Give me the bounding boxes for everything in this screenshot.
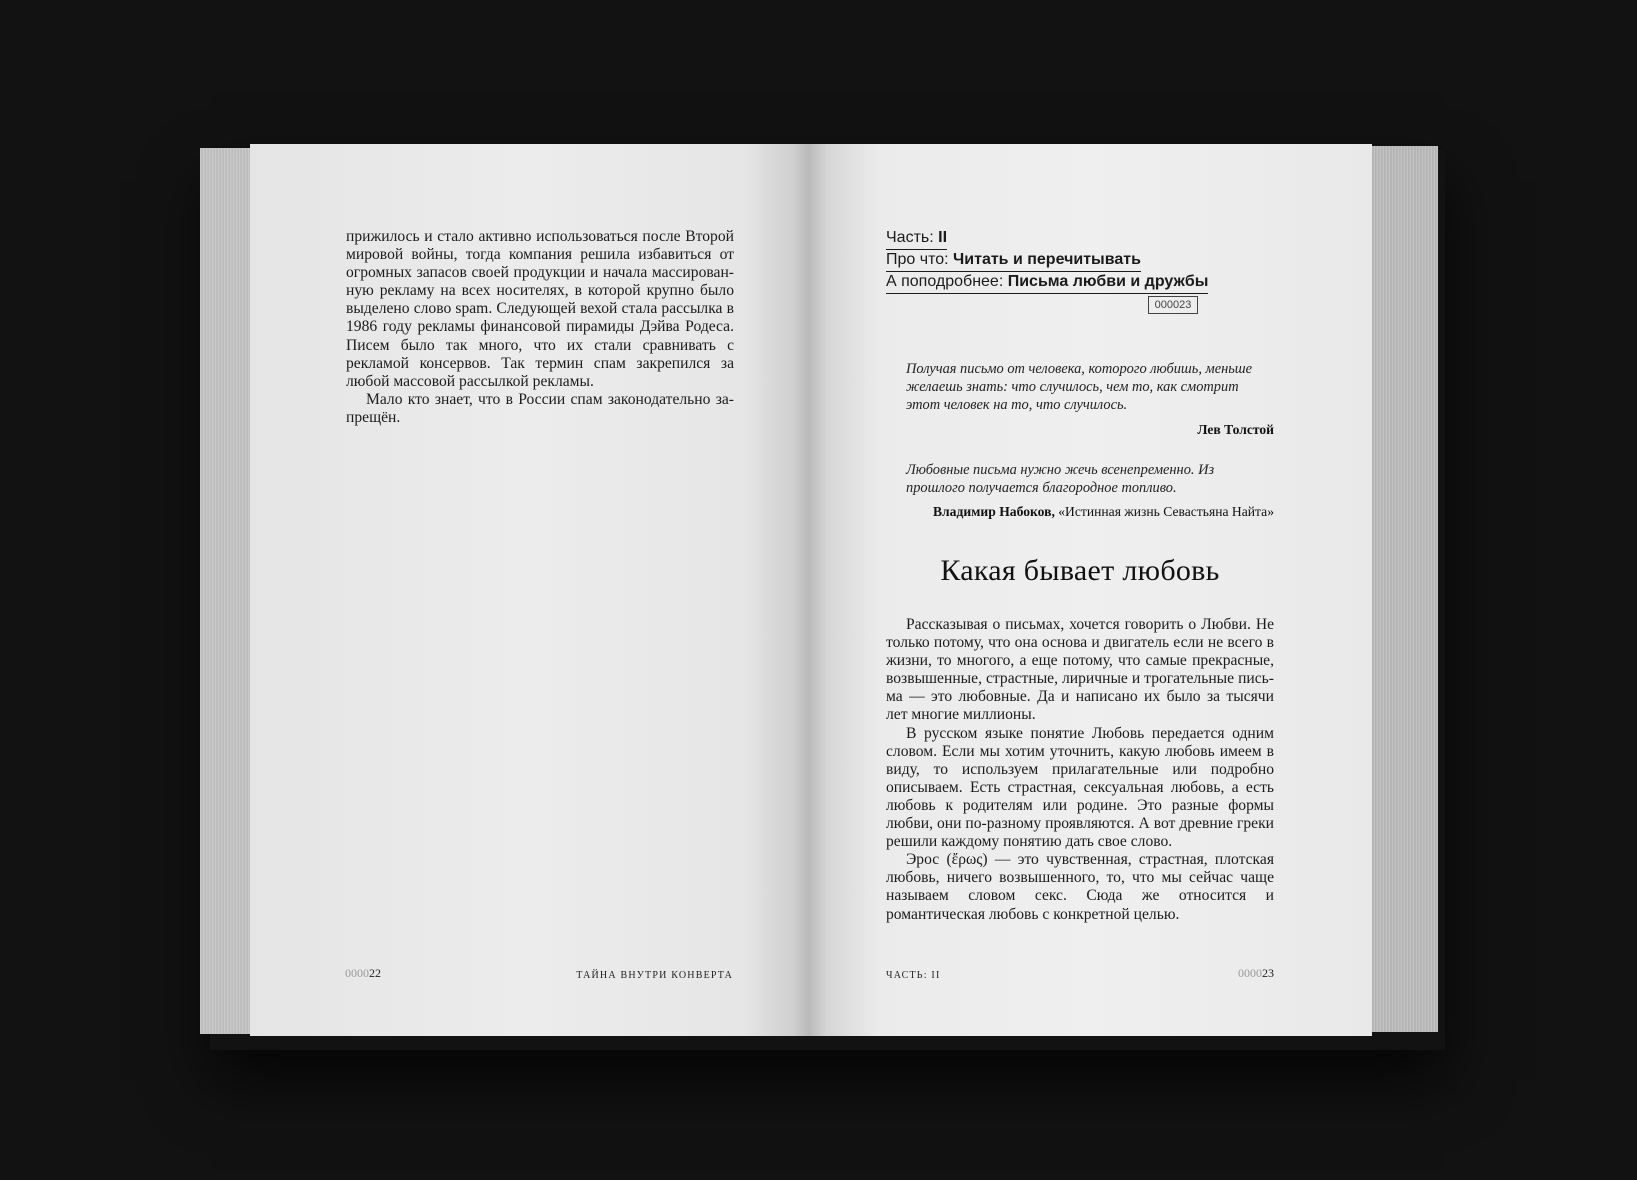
left-page <box>250 144 810 1036</box>
right-paragraph-2: В русском языке понятие Любовь передается одним словом. Если мы хотим уточнить, какую любовь имеем в виду, то используем прилагательные или подробно описываем. Есть страстная, сексуальная любовь, а есть любовь к родителям или родине. Это разные формы любви, они по-разному проявляются. А вот древние греки решили каждому понятию дать свое слово. <box>886 724 1274 851</box>
epigraph-author-1 <box>906 422 1274 438</box>
right-folio <box>1238 966 1274 981</box>
left-folio <box>345 966 381 981</box>
left-running-head: ТАЙНА ВНУТРИ КОНВЕРТА <box>576 970 733 981</box>
left-folio-prefix: 0000 <box>345 966 369 980</box>
page-code-box: 000023 <box>1148 296 1198 314</box>
right-page <box>810 144 1372 1036</box>
epigraph-author-1-name: Лев Толстой <box>1197 422 1274 437</box>
about-label: Про что: <box>886 251 949 268</box>
detail-label: А поподробнее: <box>886 273 1004 290</box>
left-paragraph-2: Мало кто знает, что в России спам законодательно запрещён. <box>346 390 734 426</box>
part-label: Часть: <box>886 229 934 246</box>
right-running-head: ЧАСТЬ: II <box>886 970 941 981</box>
about-value: Читать и перечитывать <box>953 251 1141 268</box>
chapter-title: Какая бывает любовь <box>940 554 1220 587</box>
left-paragraph-1: прижилось и стало активно использоваться после Второй мировой войны, тогда компания решила избавиться от огромных запасов своей продукции и начала массированную рекламу на всех носителях, в которой крупно было выделено слово spam. Следующей вехой стала рассылка в 1986 году рекламы финансовой пирамиды Дэйва Родеса. Писем было так много, что их стали сравнивать с рекламой консервов. Так термин спам закрепился за любой массовой рассылкой рекламы. <box>346 228 734 390</box>
epigraph-author-2-source: «Истинная жизнь Севастьяна Найта» <box>1058 504 1274 519</box>
detail-value: Письма любви и дружбы <box>1007 273 1209 290</box>
right-paragraph-3: Эрос (ἔρως) — это чувственная, страстная, плотская любовь, ничего возвышенного, то, что мы сейчас чаще называем словом секс. Сюда же относится и романтическая любовь с конкретной целью. <box>886 851 1274 923</box>
epigraph-author-2-name: Владимир Набоков, <box>932 504 1055 519</box>
left-page-stack <box>200 148 252 1034</box>
right-folio-prefix: 0000 <box>1238 966 1262 980</box>
right-page-body <box>886 616 1274 924</box>
detail-line <box>886 272 1208 294</box>
about-line <box>886 250 1141 272</box>
epigraph-quote-2: Любовные письма нужно жечь всенепременно. Из прошлого получается благородное топливо. <box>906 462 1215 496</box>
part-line <box>886 228 947 250</box>
epigraph-author-2 <box>906 504 1274 520</box>
right-paragraph-1: Рассказывая о письмах, хочется говорить о Любви. Не только потому, что она основа и двигатель если не всего в жизни, то многого, а еще потому, что самые прекрасные, возвышенные, страстные, лиричные и трогательные письма — это любовные. Да и написано их было за тысячи лет многие миллионы. <box>886 616 1274 724</box>
epigraph-quote-1: Получая письмо от человека, которого любишь, меньше желаешь знать: что случилось, чем то, как смотрит этот человек на то, что случилось. <box>906 361 1253 413</box>
part-header <box>886 228 1216 294</box>
left-folio-number: 22 <box>369 966 381 980</box>
right-page-stack <box>1372 146 1438 1032</box>
right-folio-number: 23 <box>1262 966 1274 980</box>
part-value: II <box>938 229 948 246</box>
left-page-body <box>346 228 734 427</box>
